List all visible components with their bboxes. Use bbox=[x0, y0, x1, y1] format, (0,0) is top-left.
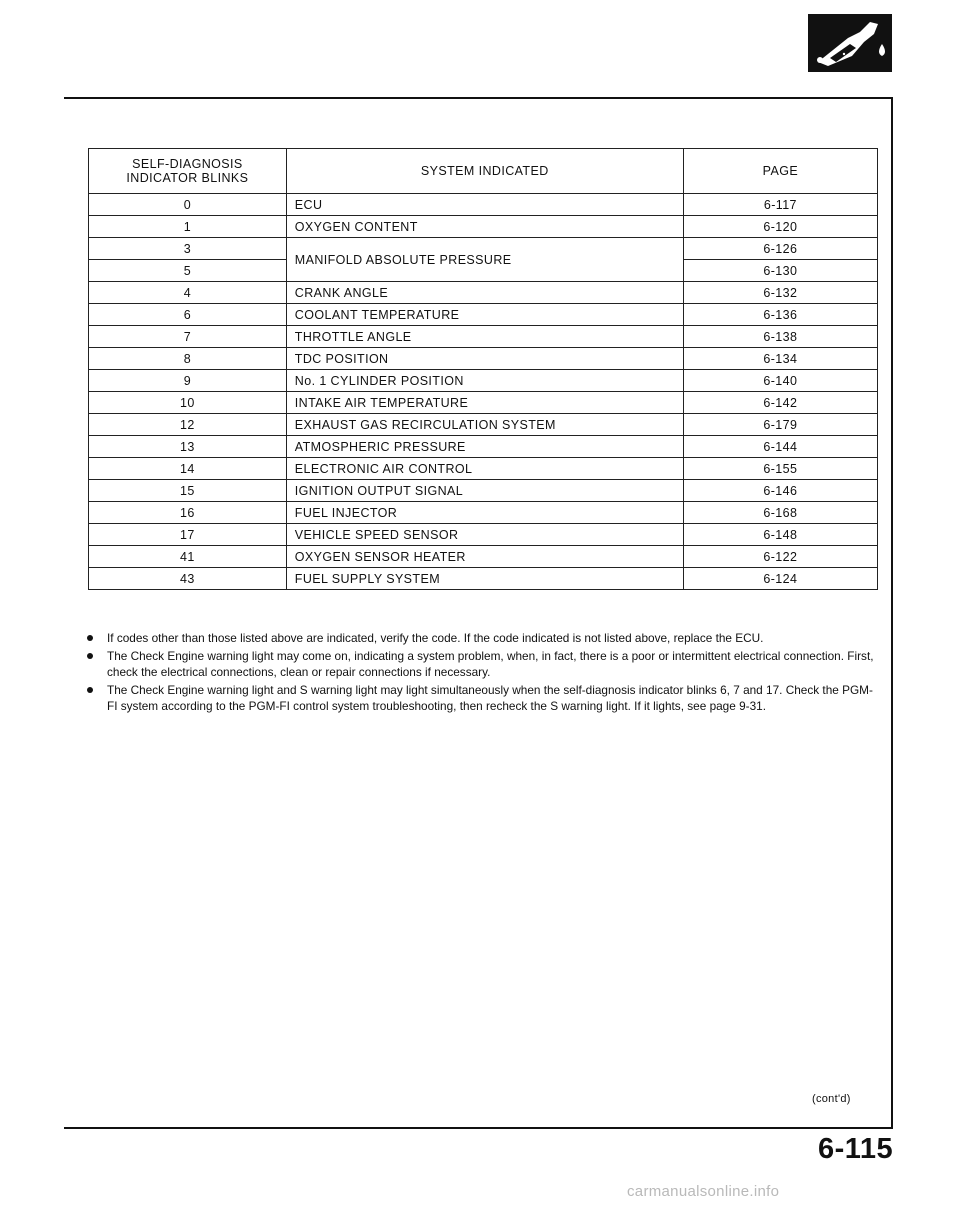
note-item bbox=[84, 682, 880, 715]
continued-label: (cont'd) bbox=[812, 1093, 851, 1105]
blinks-cell: 41 bbox=[89, 546, 287, 568]
table-row bbox=[89, 524, 878, 546]
table-row bbox=[89, 370, 878, 392]
blinks-cell: 17 bbox=[89, 524, 287, 546]
system-cell: VEHICLE SPEED SENSOR bbox=[286, 524, 683, 546]
system-cell: CRANK ANGLE bbox=[286, 282, 683, 304]
page-cell: 6-130 bbox=[683, 260, 877, 282]
system-cell: FUEL INJECTOR bbox=[286, 502, 683, 524]
table-row bbox=[89, 414, 878, 436]
page-cell: 6-138 bbox=[683, 326, 877, 348]
system-cell: INTAKE AIR TEMPERATURE bbox=[286, 392, 683, 414]
bullet-icon bbox=[87, 687, 93, 693]
bottom-rule bbox=[64, 1127, 893, 1129]
system-cell: COOLANT TEMPERATURE bbox=[286, 304, 683, 326]
blinks-cell: 5 bbox=[89, 260, 287, 282]
right-rule bbox=[891, 97, 893, 1129]
system-cell: ELECTRONIC AIR CONTROL bbox=[286, 458, 683, 480]
table-header-row bbox=[89, 149, 878, 194]
page-cell: 6-155 bbox=[683, 458, 877, 480]
system-cell: FUEL SUPPLY SYSTEM bbox=[286, 568, 683, 590]
system-cell: ECU bbox=[286, 194, 683, 216]
blinks-cell: 7 bbox=[89, 326, 287, 348]
blinks-cell: 15 bbox=[89, 480, 287, 502]
table-row bbox=[89, 392, 878, 414]
page-cell: 6-168 bbox=[683, 502, 877, 524]
page-cell: 6-122 bbox=[683, 546, 877, 568]
page-cell: 6-134 bbox=[683, 348, 877, 370]
system-cell: IGNITION OUTPUT SIGNAL bbox=[286, 480, 683, 502]
note-item bbox=[84, 630, 880, 647]
system-cell: TDC POSITION bbox=[286, 348, 683, 370]
blinks-cell: 0 bbox=[89, 194, 287, 216]
blinks-cell: 1 bbox=[89, 216, 287, 238]
bullet-icon bbox=[87, 653, 93, 659]
table-row bbox=[89, 502, 878, 524]
note-text: If codes other than those listed above are indicated, verify the code. If the code indicated is not listed above, replace the ECU. bbox=[107, 631, 764, 645]
table-row bbox=[89, 238, 878, 260]
page-cell: 6-126 bbox=[683, 238, 877, 260]
table-row bbox=[89, 546, 878, 568]
note-item bbox=[84, 648, 880, 681]
blinks-cell: 16 bbox=[89, 502, 287, 524]
header-blinks-label: SELF-DIAGNOSIS INDICATOR BLINKS bbox=[126, 157, 249, 185]
table-row bbox=[89, 282, 878, 304]
page-cell: 6-117 bbox=[683, 194, 877, 216]
table-row bbox=[89, 480, 878, 502]
system-cell: OXYGEN SENSOR HEATER bbox=[286, 546, 683, 568]
notes-list bbox=[84, 630, 880, 716]
blinks-cell: 43 bbox=[89, 568, 287, 590]
header-blinks bbox=[89, 149, 287, 194]
page-cell: 6-124 bbox=[683, 568, 877, 590]
header-system: SYSTEM INDICATED bbox=[286, 149, 683, 194]
table-row bbox=[89, 436, 878, 458]
blinks-cell: 4 bbox=[89, 282, 287, 304]
page-cell: 6-179 bbox=[683, 414, 877, 436]
bullet-icon bbox=[87, 635, 93, 641]
header-page: PAGE bbox=[683, 149, 877, 194]
self-diagnosis-table bbox=[88, 148, 878, 590]
page-number: 6-115 bbox=[818, 1133, 894, 1165]
page-cell: 6-142 bbox=[683, 392, 877, 414]
blinks-cell: 14 bbox=[89, 458, 287, 480]
blinks-cell: 10 bbox=[89, 392, 287, 414]
system-cell: MANIFOLD ABSOLUTE PRESSURE bbox=[286, 238, 683, 282]
note-text: The Check Engine warning light may come on, indicating a system problem, when, in fact, there is a poor or intermittent electrical connection. First, check the electrical connections, clean or repair connections if necessary. bbox=[107, 648, 874, 679]
blinks-cell: 3 bbox=[89, 238, 287, 260]
page-cell: 6-140 bbox=[683, 370, 877, 392]
blinks-cell: 8 bbox=[89, 348, 287, 370]
table-row bbox=[89, 216, 878, 238]
system-cell: THROTTLE ANGLE bbox=[286, 326, 683, 348]
note-text: The Check Engine warning light and S warning light may light simultaneously when the self-diagnosis indicator blinks 6, 7 and 17. Check the PGM-FI system according to the PGM-FI control system troubleshooting, then recheck the S warning light. If it lights, see page 9-31. bbox=[107, 682, 873, 713]
page-cell: 6-148 bbox=[683, 524, 877, 546]
blinks-cell: 13 bbox=[89, 436, 287, 458]
system-cell: ATMOSPHERIC PRESSURE bbox=[286, 436, 683, 458]
table-row bbox=[89, 458, 878, 480]
blinks-cell: 6 bbox=[89, 304, 287, 326]
page-cell: 6-132 bbox=[683, 282, 877, 304]
system-cell: EXHAUST GAS RECIRCULATION SYSTEM bbox=[286, 414, 683, 436]
page-cell: 6-136 bbox=[683, 304, 877, 326]
table-row bbox=[89, 194, 878, 216]
page-cell: 6-144 bbox=[683, 436, 877, 458]
table-row bbox=[89, 568, 878, 590]
section-logo-icon bbox=[808, 14, 892, 72]
page-cell: 6-146 bbox=[683, 480, 877, 502]
system-cell: OXYGEN CONTENT bbox=[286, 216, 683, 238]
page-cell: 6-120 bbox=[683, 216, 877, 238]
blinks-cell: 9 bbox=[89, 370, 287, 392]
table-row bbox=[89, 326, 878, 348]
system-cell: No. 1 CYLINDER POSITION bbox=[286, 370, 683, 392]
watermark: carmanualsonline.info bbox=[627, 1183, 780, 1200]
top-rule bbox=[64, 97, 892, 99]
blinks-cell: 12 bbox=[89, 414, 287, 436]
table-row bbox=[89, 304, 878, 326]
table-row bbox=[89, 348, 878, 370]
